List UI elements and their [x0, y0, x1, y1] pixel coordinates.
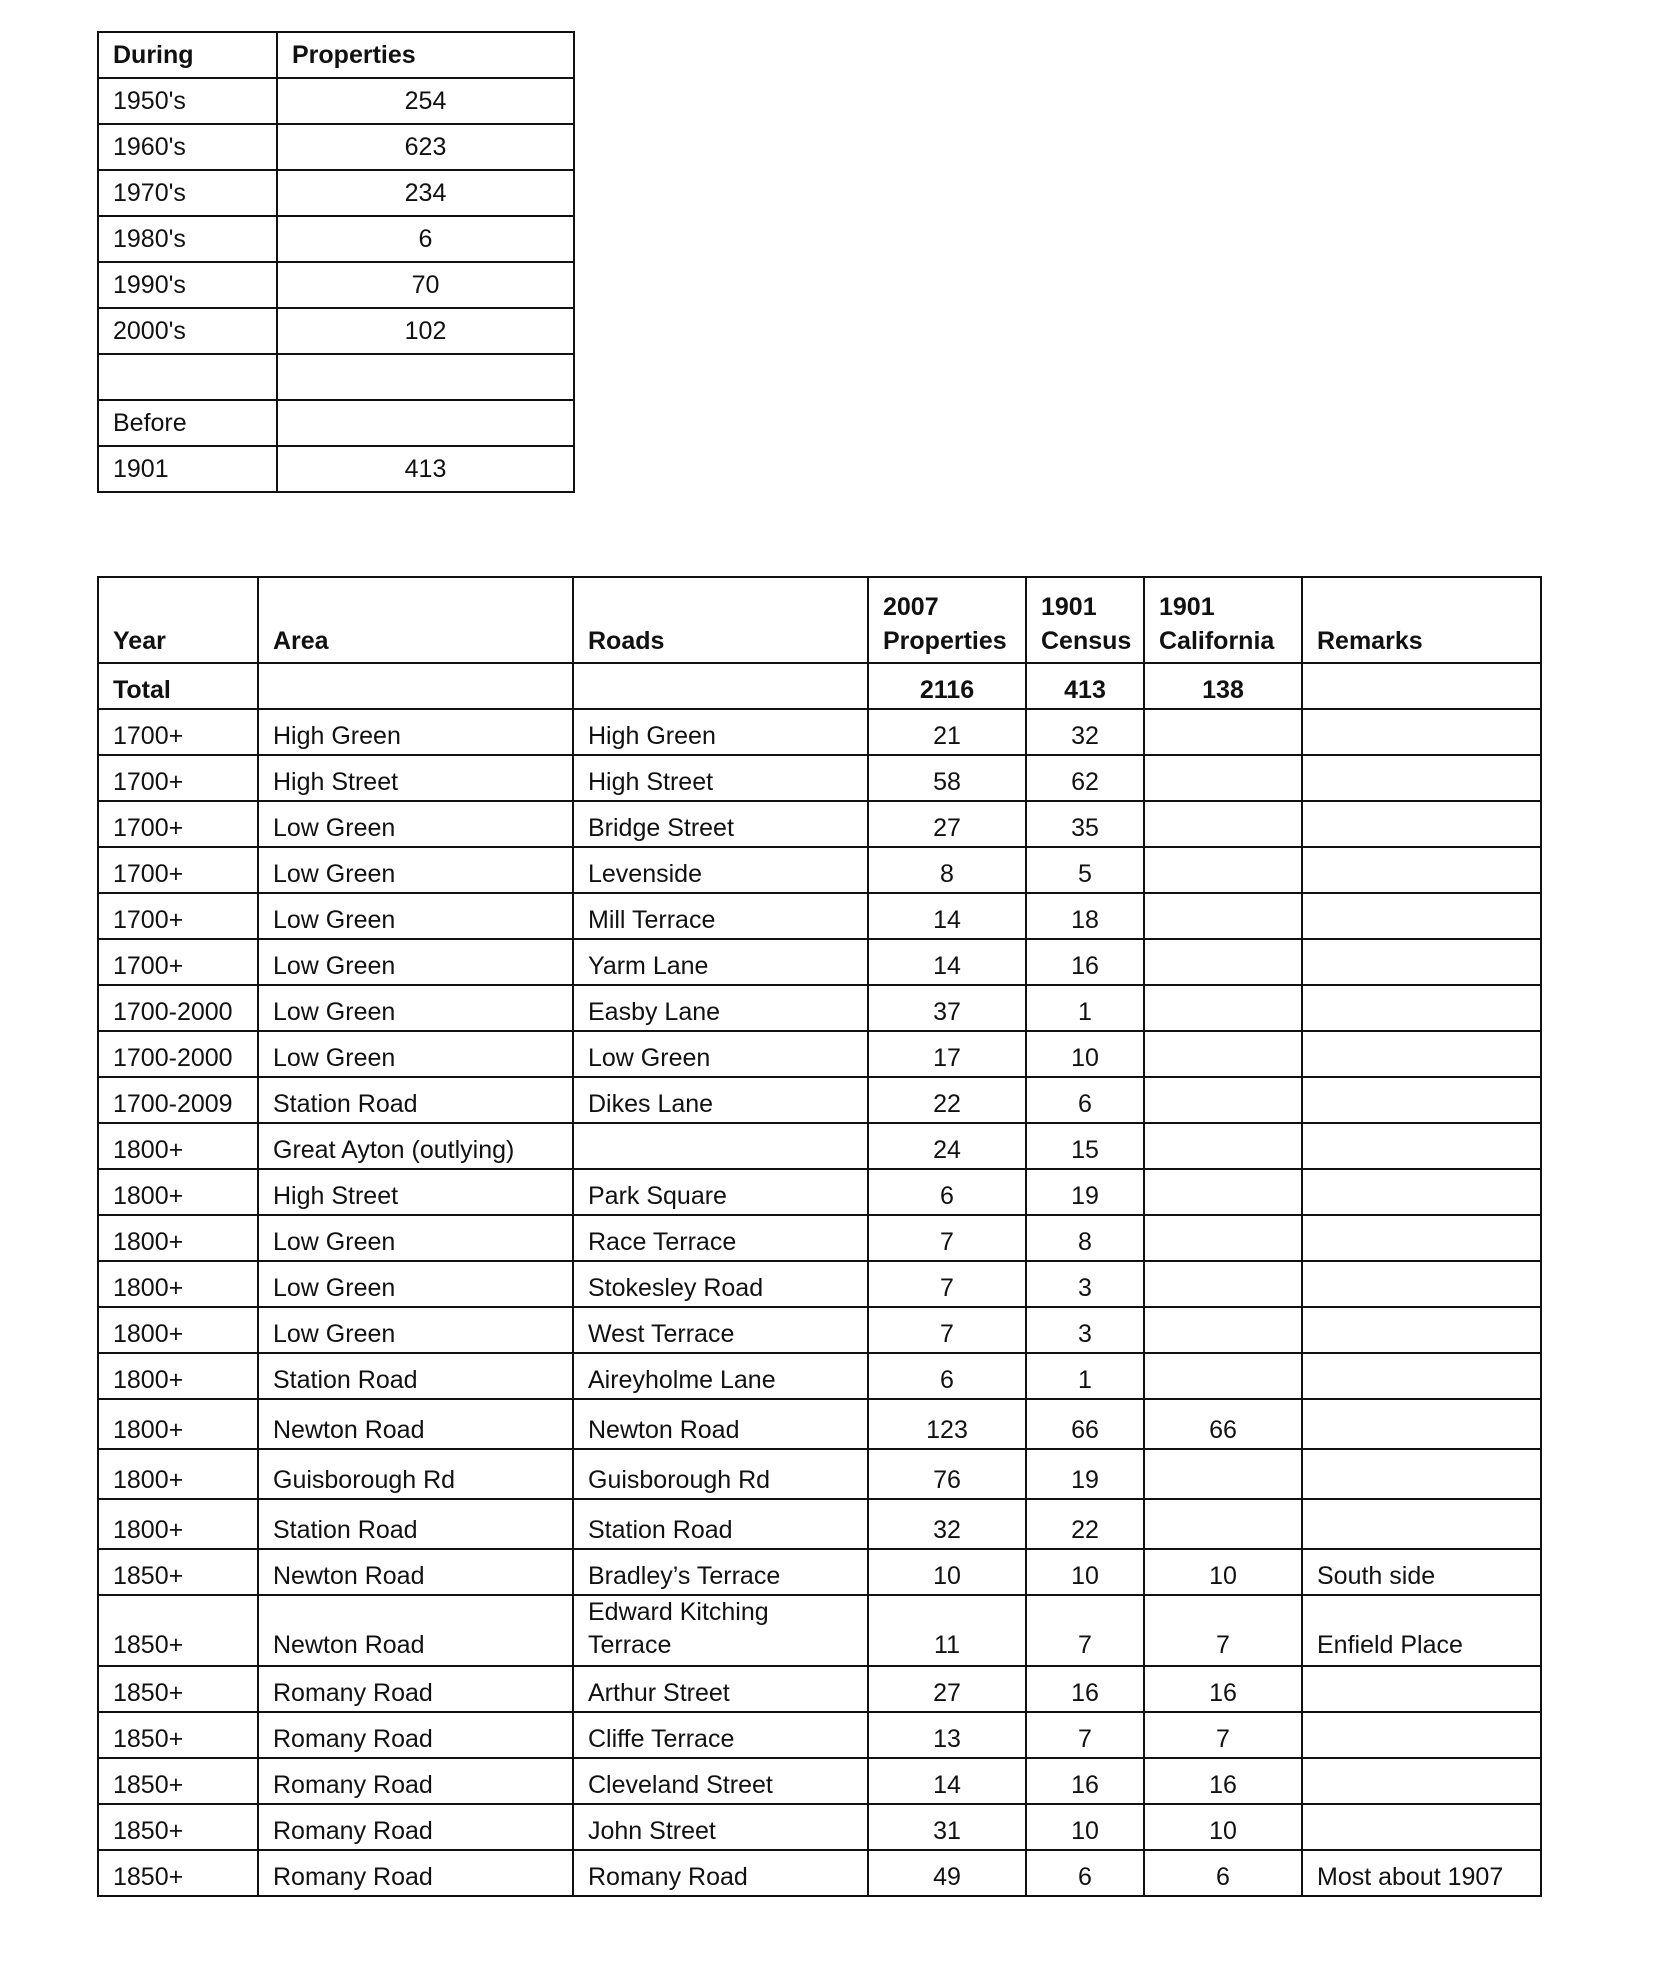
- table-row: [98, 400, 574, 446]
- table-cell: [1302, 663, 1541, 709]
- properties-2007-cell: 10: [868, 1549, 1026, 1595]
- census-1901-cell: 7: [1026, 1595, 1144, 1666]
- area-cell: Low Green: [258, 1307, 573, 1353]
- properties-2007-cell: 123: [868, 1399, 1026, 1449]
- year-cell: 1700+: [98, 939, 258, 985]
- properties-cell: 623: [277, 124, 574, 170]
- year-cell: 1800+: [98, 1307, 258, 1353]
- decade-cell: 1990's: [98, 262, 277, 308]
- road-cell: Newton Road: [573, 1399, 868, 1449]
- roads-properties-table: [97, 576, 1542, 1897]
- year-cell: 1700+: [98, 893, 258, 939]
- area-cell: Newton Road: [258, 1399, 573, 1449]
- properties-2007-cell: 8: [868, 847, 1026, 893]
- properties-2007-cell: 7: [868, 1307, 1026, 1353]
- area-cell: Low Green: [258, 985, 573, 1031]
- census-1901-cell: 10: [1026, 1804, 1144, 1850]
- table-row: [98, 1666, 1541, 1712]
- year-cell: 1800+: [98, 1499, 258, 1549]
- census-1901-cell: 19: [1026, 1449, 1144, 1499]
- remarks-cell: [1302, 709, 1541, 755]
- properties-2007-cell: 49: [868, 1850, 1026, 1896]
- table-row: [98, 893, 1541, 939]
- california-1901-cell: 7: [1144, 1712, 1302, 1758]
- census-1901-cell: 19: [1026, 1169, 1144, 1215]
- decade-cell: 1970's: [98, 170, 277, 216]
- area-cell: Station Road: [258, 1077, 573, 1123]
- total-1901-census: 413: [1026, 663, 1144, 709]
- properties-2007-cell: 21: [868, 709, 1026, 755]
- area-cell: Newton Road: [258, 1549, 573, 1595]
- road-cell: Cliffe Terrace: [573, 1712, 868, 1758]
- california-1901-cell: [1144, 1077, 1302, 1123]
- properties-2007-cell: 24: [868, 1123, 1026, 1169]
- remarks-cell: [1302, 1712, 1541, 1758]
- total-row: [98, 663, 1541, 709]
- year-cell: 1850+: [98, 1666, 258, 1712]
- area-cell: Guisborough Rd: [258, 1449, 573, 1499]
- california-1901-cell: [1144, 709, 1302, 755]
- table-row: [98, 847, 1541, 893]
- year-cell: 1850+: [98, 1712, 258, 1758]
- road-cell: Low Green: [573, 1031, 868, 1077]
- table-row: [98, 709, 1541, 755]
- census-1901-cell: 5: [1026, 847, 1144, 893]
- california-1901-cell: 16: [1144, 1666, 1302, 1712]
- area-cell: Station Road: [258, 1353, 573, 1399]
- properties-2007-cell: 76: [868, 1449, 1026, 1499]
- year-cell: 1800+: [98, 1169, 258, 1215]
- remarks-cell: [1302, 1666, 1541, 1712]
- table-row: [98, 1712, 1541, 1758]
- table-row: [98, 170, 574, 216]
- area-cell: High Street: [258, 755, 573, 801]
- area-cell: Romany Road: [258, 1804, 573, 1850]
- remarks-cell: [1302, 1758, 1541, 1804]
- table-row: [98, 939, 1541, 985]
- california-1901-cell: 7: [1144, 1595, 1302, 1666]
- table-row: [98, 1353, 1541, 1399]
- header-roads: Roads: [573, 577, 868, 663]
- area-cell: Great Ayton (outlying): [258, 1123, 573, 1169]
- year-cell: 1800+: [98, 1261, 258, 1307]
- road-cell: John Street: [573, 1804, 868, 1850]
- properties-2007-cell: 7: [868, 1261, 1026, 1307]
- total-label: Total: [98, 663, 258, 709]
- area-cell: Low Green: [258, 1031, 573, 1077]
- header-area: Area: [258, 577, 573, 663]
- year-cell: 1800+: [98, 1353, 258, 1399]
- road-cell: Easby Lane: [573, 985, 868, 1031]
- properties-cell: 70: [277, 262, 574, 308]
- year-cell: 1850+: [98, 1549, 258, 1595]
- table-row: [98, 354, 574, 400]
- road-cell: Mill Terrace: [573, 893, 868, 939]
- california-1901-cell: [1144, 1353, 1302, 1399]
- road-cell: Stokesley Road: [573, 1261, 868, 1307]
- properties-2007-cell: 58: [868, 755, 1026, 801]
- roads-table-body: [98, 577, 1541, 1896]
- road-cell: Park Square: [573, 1169, 868, 1215]
- table-row: [98, 124, 574, 170]
- table-row: [98, 216, 574, 262]
- census-1901-cell: 10: [1026, 1549, 1144, 1595]
- area-cell: Low Green: [258, 1215, 573, 1261]
- properties-2007-cell: 27: [868, 1666, 1026, 1712]
- properties-cell: 234: [277, 170, 574, 216]
- road-cell: High Green: [573, 709, 868, 755]
- road-cell: Yarm Lane: [573, 939, 868, 985]
- properties-cell: 254: [277, 78, 574, 124]
- year-cell: 1850+: [98, 1595, 258, 1666]
- area-cell: Romany Road: [258, 1850, 573, 1896]
- table-row: [98, 78, 574, 124]
- area-cell: Romany Road: [258, 1758, 573, 1804]
- properties-2007-cell: 14: [868, 1758, 1026, 1804]
- table-row: [98, 308, 574, 354]
- remarks-cell: [1302, 1261, 1541, 1307]
- properties-2007-cell: 6: [868, 1169, 1026, 1215]
- area-cell: High Green: [258, 709, 573, 755]
- table-row: [98, 1031, 1541, 1077]
- year-cell: 1800+: [98, 1399, 258, 1449]
- census-1901-cell: 22: [1026, 1499, 1144, 1549]
- decade-cell: 1950's: [98, 78, 277, 124]
- table-row: [98, 1215, 1541, 1261]
- table-row: [98, 1758, 1541, 1804]
- california-1901-cell: 10: [1144, 1804, 1302, 1850]
- road-cell: Romany Road: [573, 1850, 868, 1896]
- census-1901-cell: 3: [1026, 1307, 1144, 1353]
- california-1901-cell: [1144, 1169, 1302, 1215]
- table-row: [98, 1449, 1541, 1499]
- california-1901-cell: [1144, 1215, 1302, 1261]
- decade-cell: 1901: [98, 446, 277, 492]
- decade-cell: 1980's: [98, 216, 277, 262]
- census-1901-cell: 16: [1026, 939, 1144, 985]
- properties-2007-cell: 27: [868, 801, 1026, 847]
- header-1901-california: 1901 California: [1144, 577, 1302, 663]
- california-1901-cell: [1144, 1123, 1302, 1169]
- table-header-row: [98, 577, 1541, 663]
- remarks-cell: [1302, 1353, 1541, 1399]
- remarks-cell: [1302, 1449, 1541, 1499]
- area-cell: Low Green: [258, 893, 573, 939]
- properties-2007-cell: 14: [868, 939, 1026, 985]
- properties-cell: [277, 400, 574, 446]
- california-1901-cell: [1144, 847, 1302, 893]
- census-1901-cell: 6: [1026, 1850, 1144, 1896]
- table-row: [98, 1399, 1541, 1449]
- road-cell: Arthur Street: [573, 1666, 868, 1712]
- table-row: [98, 1169, 1541, 1215]
- year-cell: 1850+: [98, 1804, 258, 1850]
- california-1901-cell: [1144, 1261, 1302, 1307]
- road-cell: Race Terrace: [573, 1215, 868, 1261]
- remarks-cell: Most about 1907: [1302, 1850, 1541, 1896]
- table-row: [98, 446, 574, 492]
- census-1901-cell: 16: [1026, 1758, 1144, 1804]
- california-1901-cell: 10: [1144, 1549, 1302, 1595]
- table-cell: [573, 663, 868, 709]
- table-row: [98, 1595, 1541, 1666]
- remarks-cell: [1302, 1215, 1541, 1261]
- decade-cell: 2000's: [98, 308, 277, 354]
- area-cell: Station Road: [258, 1499, 573, 1549]
- table-row: [98, 985, 1541, 1031]
- year-cell: 1700+: [98, 801, 258, 847]
- census-1901-cell: 8: [1026, 1215, 1144, 1261]
- year-cell: 1800+: [98, 1123, 258, 1169]
- properties-2007-cell: 6: [868, 1353, 1026, 1399]
- california-1901-cell: [1144, 985, 1302, 1031]
- area-cell: Newton Road: [258, 1595, 573, 1666]
- california-1901-cell: [1144, 801, 1302, 847]
- table-row: [98, 1804, 1541, 1850]
- table-row: [98, 1850, 1541, 1896]
- remarks-cell: [1302, 1077, 1541, 1123]
- year-cell: 1700-2000: [98, 985, 258, 1031]
- year-cell: 1700+: [98, 755, 258, 801]
- area-cell: High Street: [258, 1169, 573, 1215]
- header-2007-properties: 2007 Properties: [868, 577, 1026, 663]
- road-cell: Guisborough Rd: [573, 1449, 868, 1499]
- year-cell: 1700-2000: [98, 1031, 258, 1077]
- table-row: [98, 262, 574, 308]
- decade-cell: [98, 354, 277, 400]
- census-1901-cell: 7: [1026, 1712, 1144, 1758]
- road-cell: West Terrace: [573, 1307, 868, 1353]
- header-remarks: Remarks: [1302, 577, 1541, 663]
- remarks-cell: [1302, 1169, 1541, 1215]
- area-cell: Low Green: [258, 847, 573, 893]
- header-during: During: [98, 32, 277, 78]
- properties-2007-cell: 13: [868, 1712, 1026, 1758]
- census-1901-cell: 15: [1026, 1123, 1144, 1169]
- road-cell: Cleveland Street: [573, 1758, 868, 1804]
- remarks-cell: [1302, 1499, 1541, 1549]
- area-cell: Low Green: [258, 801, 573, 847]
- remarks-cell: Enfield Place: [1302, 1595, 1541, 1666]
- properties-2007-cell: 11: [868, 1595, 1026, 1666]
- remarks-cell: [1302, 1123, 1541, 1169]
- california-1901-cell: [1144, 1031, 1302, 1077]
- year-cell: 1700+: [98, 709, 258, 755]
- properties-2007-cell: 14: [868, 893, 1026, 939]
- year-cell: 1700+: [98, 847, 258, 893]
- properties-2007-cell: 7: [868, 1215, 1026, 1261]
- remarks-cell: [1302, 801, 1541, 847]
- table-cell: [258, 663, 573, 709]
- census-1901-cell: 35: [1026, 801, 1144, 847]
- road-cell: High Street: [573, 755, 868, 801]
- header-properties: Properties: [277, 32, 574, 78]
- census-1901-cell: 66: [1026, 1399, 1144, 1449]
- california-1901-cell: 6: [1144, 1850, 1302, 1896]
- road-cell: Edward Kitching Terrace: [573, 1595, 868, 1666]
- properties-cell: [277, 354, 574, 400]
- road-cell: Dikes Lane: [573, 1077, 868, 1123]
- road-cell: Bridge Street: [573, 801, 868, 847]
- california-1901-cell: 16: [1144, 1758, 1302, 1804]
- remarks-cell: [1302, 1307, 1541, 1353]
- decade-properties-table: [97, 31, 575, 493]
- properties-2007-cell: 31: [868, 1804, 1026, 1850]
- road-cell: Levenside: [573, 847, 868, 893]
- properties-cell: 6: [277, 216, 574, 262]
- census-1901-cell: 32: [1026, 709, 1144, 755]
- header-1901-census: 1901 Census: [1026, 577, 1144, 663]
- table-row: [98, 1307, 1541, 1353]
- remarks-cell: [1302, 1804, 1541, 1850]
- total-1901-california: 138: [1144, 663, 1302, 709]
- year-cell: 1800+: [98, 1449, 258, 1499]
- total-2007-properties: 2116: [868, 663, 1026, 709]
- table-row: [98, 755, 1541, 801]
- table-row: [98, 801, 1541, 847]
- year-cell: 1850+: [98, 1850, 258, 1896]
- census-1901-cell: 10: [1026, 1031, 1144, 1077]
- california-1901-cell: [1144, 893, 1302, 939]
- california-1901-cell: [1144, 939, 1302, 985]
- remarks-cell: [1302, 1399, 1541, 1449]
- area-cell: Romany Road: [258, 1666, 573, 1712]
- properties-2007-cell: 17: [868, 1031, 1026, 1077]
- table-row: [98, 1499, 1541, 1549]
- remarks-cell: [1302, 847, 1541, 893]
- california-1901-cell: 66: [1144, 1399, 1302, 1449]
- remarks-cell: [1302, 939, 1541, 985]
- table-row: [98, 1261, 1541, 1307]
- properties-cell: 413: [277, 446, 574, 492]
- census-1901-cell: 16: [1026, 1666, 1144, 1712]
- decade-cell: Before: [98, 400, 277, 446]
- area-cell: Low Green: [258, 939, 573, 985]
- census-1901-cell: 18: [1026, 893, 1144, 939]
- road-cell: Station Road: [573, 1499, 868, 1549]
- california-1901-cell: [1144, 755, 1302, 801]
- remarks-cell: [1302, 1031, 1541, 1077]
- properties-cell: 102: [277, 308, 574, 354]
- header-year: Year: [98, 577, 258, 663]
- census-1901-cell: 3: [1026, 1261, 1144, 1307]
- area-cell: Romany Road: [258, 1712, 573, 1758]
- table-row: [98, 1077, 1541, 1123]
- road-cell: Bradley’s Terrace: [573, 1549, 868, 1595]
- road-cell: [573, 1123, 868, 1169]
- area-cell: Low Green: [258, 1261, 573, 1307]
- decade-cell: 1960's: [98, 124, 277, 170]
- remarks-cell: [1302, 755, 1541, 801]
- california-1901-cell: [1144, 1307, 1302, 1353]
- california-1901-cell: [1144, 1499, 1302, 1549]
- table-row: [98, 1123, 1541, 1169]
- table-header-row: [98, 32, 574, 78]
- remarks-cell: [1302, 985, 1541, 1031]
- census-1901-cell: 6: [1026, 1077, 1144, 1123]
- census-1901-cell: 62: [1026, 755, 1144, 801]
- table-row: [98, 1549, 1541, 1595]
- remarks-cell: South side: [1302, 1549, 1541, 1595]
- decade-table-body: [98, 32, 574, 492]
- california-1901-cell: [1144, 1449, 1302, 1499]
- census-1901-cell: 1: [1026, 1353, 1144, 1399]
- year-cell: 1800+: [98, 1215, 258, 1261]
- census-1901-cell: 1: [1026, 985, 1144, 1031]
- remarks-cell: [1302, 893, 1541, 939]
- properties-2007-cell: 32: [868, 1499, 1026, 1549]
- year-cell: 1700-2009: [98, 1077, 258, 1123]
- year-cell: 1850+: [98, 1758, 258, 1804]
- properties-2007-cell: 37: [868, 985, 1026, 1031]
- road-cell: Aireyholme Lane: [573, 1353, 868, 1399]
- properties-2007-cell: 22: [868, 1077, 1026, 1123]
